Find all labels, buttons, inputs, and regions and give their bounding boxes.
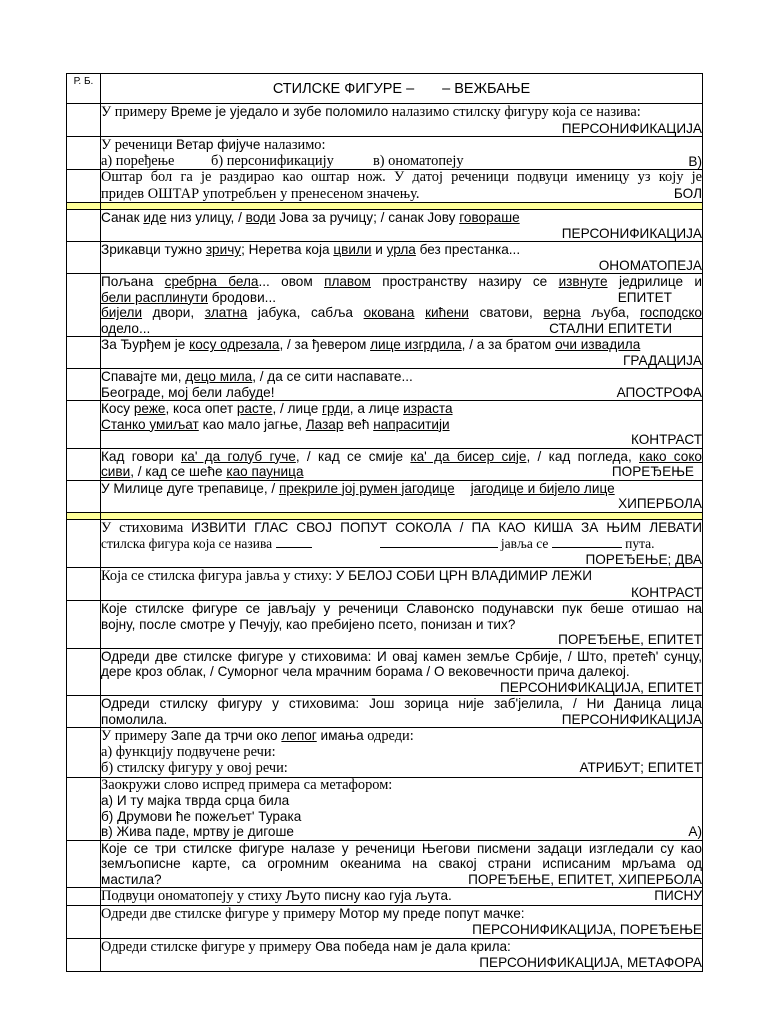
row-number-cell	[67, 480, 101, 512]
answer-text: ПЕРСОНИФИКАЦИЈА	[561, 711, 702, 727]
exercise-table	[66, 73, 703, 972]
row-number-cell	[67, 210, 101, 242]
exercise-row-6	[67, 274, 703, 337]
exercise-row-17	[67, 696, 703, 728]
question-text: Заокружи слово испред примера са метафором:	[101, 776, 393, 793]
example-line: Пољана сребрна бела... овом плавом пространству назиру се извнуте једрилице и	[101, 274, 703, 289]
question-prefix: У примеру	[101, 104, 171, 120]
options-line	[101, 154, 702, 170]
exercise-cell	[101, 137, 703, 170]
example-line: За Ђурђем је косу одрезала, / за ђевером лице изгрдила, / а за братом очи извадила	[101, 337, 641, 352]
question-line-2: помолила. ПЕРСОНИФИКАЦИЈА	[101, 711, 702, 727]
exercise-cell	[101, 210, 703, 242]
row-number-cell	[67, 337, 101, 369]
answer-text: ПЕРСОНИФИКАЦИЈА, ЕПИТЕТ	[499, 679, 702, 695]
question-text: Које се три стилске фигуре налазе у реченици Његови писмени задаци изгледали су као	[101, 840, 702, 856]
row-number-cell	[67, 274, 101, 337]
row-number-cell	[67, 601, 101, 649]
exercise-row-20	[67, 840, 703, 888]
exercise-cell	[101, 777, 703, 840]
exercise-cell	[101, 938, 703, 971]
example-text: Ветар фијуче	[176, 137, 261, 152]
exercise-cell	[101, 905, 703, 938]
exercise-cell	[101, 448, 703, 480]
question-text: У примеру Запе да трчи око лепог имања одреди:	[101, 728, 414, 744]
example-line: Санак иде низ улицу, / води Јова за ручицу; / санак Јову говораше	[101, 210, 520, 225]
example-line-4: одело... СТАЛНИ ЕПИТЕТИ	[101, 321, 702, 337]
exercise-row-16	[67, 648, 703, 696]
question-line-1: Одреди две стилске фигуре у стиховима: И овај камен земље Србије, / Што, претећ' сунцу,	[101, 648, 702, 664]
answer-text: АТРИБУТ; ЕПИТЕТ	[579, 760, 702, 775]
exercise-cell	[101, 480, 703, 512]
exercise-cell	[101, 568, 703, 601]
page-title	[101, 74, 703, 104]
answer-text: ПЕРСОНИФИКАЦИЈА, МЕТАФОРА	[479, 955, 702, 970]
answer-text: ПИСНУ	[654, 888, 702, 903]
exercise-cell	[101, 696, 703, 728]
exercise-row-15	[67, 601, 703, 649]
exercise-cell	[101, 242, 703, 274]
question-text: Одреди стилске фигуре у примеру Ова победа нам је дала крила:	[101, 938, 511, 955]
answer-text: ПОРЕЂЕЊЕ; ДВА	[585, 551, 702, 567]
option-c: в) ономатопеју	[373, 152, 464, 169]
question-line-2	[101, 186, 702, 203]
option-b: б) Друмови ће пожељет' Турака	[101, 808, 302, 824]
answer-text: БОЛ	[673, 185, 702, 201]
answer-text: КОНТРАСТ	[630, 432, 702, 447]
row-number-cell	[67, 137, 101, 170]
example-line: Спавајте ми, децо мила, / да се сити наспавате...	[101, 369, 413, 384]
row-number-cell	[67, 938, 101, 971]
question-line-2: дере кроз облак, / Суморног чела мрачним борама / О вековечности прича далекој.	[101, 664, 630, 679]
question-text	[101, 137, 702, 154]
question-text: Које стилске фигуре се јављају у реченици Славонско подунавски пук беше отишао на	[101, 601, 702, 616]
answer-text: ПОРЕЂЕЊЕ	[611, 464, 694, 479]
exercise-row-18	[67, 728, 703, 778]
example-line-2: бели расплинути бродови... ЕПИТЕТ	[101, 290, 702, 306]
question-line-1: Одреди стилску фигуру у стиховима: Још зорица није заб'јелила, / Ни Даница лица	[101, 696, 702, 711]
exercise-row-13	[67, 519, 703, 568]
question-line-2: земљописне карте, са огромним океанима на свакој страни исписаним мрљама од	[101, 856, 702, 871]
row-number-cell	[67, 696, 101, 728]
section-divider	[67, 203, 703, 210]
answer-text: ПОРЕЂЕЊЕ, ЕПИТЕТ, ХИПЕРБОЛА	[468, 871, 702, 887]
question-text: Одреди две стилске фигуре у примеру Мотор му преде попут мачке:	[101, 905, 525, 922]
table-header-row	[67, 74, 703, 104]
row-number-cell	[67, 905, 101, 938]
option-c-line: в) Жива паде, мртву је дигоше А)	[101, 824, 702, 839]
exercise-row-2	[67, 137, 703, 170]
row-number-cell	[67, 401, 101, 449]
option-a: а) И ту мајка тврда срца била	[101, 793, 290, 808]
question-line-1: Оштар бол га је раздирао као оштар нож. У датој реченици подвуци именицу уз коју је	[101, 169, 702, 185]
answer-text: ГРАДАЦИЈА	[622, 352, 702, 368]
example-line-2: сиви, / кад се шеће као пауница ПОРЕЂЕЊЕ	[101, 464, 702, 480]
question-text	[101, 104, 702, 121]
option-a: а) функцију подвучене речи:	[101, 743, 276, 760]
exercise-row-22	[67, 905, 703, 938]
exercise-cell	[101, 888, 703, 906]
row-number-cell	[67, 170, 101, 203]
row-number-cell	[67, 648, 101, 696]
exercise-cell	[101, 840, 703, 888]
exercise-cell	[101, 728, 703, 778]
exercise-row-8	[67, 337, 703, 369]
option-b-line: б) стилску фигуру у овој речи: АТРИБУТ; ЕПИТЕТ	[101, 760, 702, 776]
example-text: Време је уједало и зубе поломило	[170, 104, 389, 119]
question-text: Која се стилска фигура јавља у стиху: У БЕЛОЈ СОБИ ЦРН ВЛАДИМИР ЛЕЖИ	[101, 568, 592, 584]
row-number-cell	[67, 728, 101, 778]
exercise-cell	[101, 369, 703, 401]
exercise-row-1	[67, 104, 703, 137]
question-text: придев ОШТАР употребљен у пренесеном значењу.	[101, 185, 420, 202]
answer-text: СТАЛНИ ЕПИТЕТИ	[549, 320, 672, 336]
question-suffix: налазимо стилску фигуру која се назива:	[388, 104, 641, 120]
example-line-3: бијели двори, златна јабука, сабља окована кићени сватови, верна љуба, господско	[101, 305, 702, 320]
exercise-cell	[101, 401, 703, 449]
option-b: б) персонификацију	[211, 152, 334, 169]
example-line-2: Београде, мој бели лабуде! АПОСТРОФА	[101, 384, 702, 400]
row-number-cell	[67, 104, 101, 137]
question-line-2: војну, после смотре у Печују, као пребијено псето, понизан и тих?	[101, 616, 516, 632]
title-left: СТИЛСКЕ ФИГУРЕ –	[272, 80, 415, 97]
row-number-cell	[67, 888, 101, 906]
exercise-cell	[101, 648, 703, 696]
row-number-cell	[67, 840, 101, 888]
answer-text: ПЕРСОНИФИКАЦИЈА, ПОРЕЂЕЊЕ	[472, 922, 702, 937]
exercise-row-23	[67, 938, 703, 971]
example-line: У Милице дуге трепавице, / прекриле јој румен јагодице јагодице и бијело лице	[101, 480, 615, 496]
answer-text: ПОРЕЂЕЊЕ, ЕПИТЕТ	[558, 632, 702, 647]
row-number-header: Р. Б.	[67, 74, 101, 104]
example-line-2: Станко умиљат као мало јагње, Лазар већ напраситији	[101, 416, 450, 432]
exercise-row-4	[67, 210, 703, 242]
answer-text: КОНТРАСТ	[630, 584, 702, 600]
answer-text: ЕПИТЕТ	[617, 289, 672, 305]
answer-text: А)	[688, 824, 702, 839]
answer-text: ПЕРСОНИФИКАЦИЈА	[561, 225, 702, 241]
answer-text: В)	[688, 153, 702, 169]
exercise-row-21	[67, 888, 703, 906]
exercise-row-9	[67, 369, 703, 401]
title-right: – ВЕЖБАЊЕ	[442, 80, 531, 97]
exercise-row-3	[67, 170, 703, 203]
exercise-cell	[101, 601, 703, 649]
fill-in-line: стилска фигура која се назива јавља се пута.	[101, 536, 655, 551]
row-number-cell	[67, 242, 101, 274]
row-number-cell	[67, 568, 101, 601]
row-number-cell	[67, 519, 101, 568]
answer-text: ОНОМАТОПЕЈА	[598, 257, 702, 273]
question-suffix: налазимо:	[260, 137, 326, 153]
answer-text: АПОСТРОФА	[616, 384, 702, 400]
exercise-cell	[101, 519, 703, 568]
exercise-row-12	[67, 480, 703, 512]
example-line: Кад говори ка' да голуб гуче, / кад се смије ка' да бисер сије, / кад погледа, како соко	[101, 448, 702, 464]
question-text: У стиховима ИЗВИТИ ГЛАС СВОЈ ПОПУТ СОКОЛА / ПА КАО КИША ЗА ЊИМ ЛЕВАТИ	[101, 519, 702, 536]
row-number-cell	[67, 777, 101, 840]
exercise-cell	[101, 104, 703, 137]
question-line-3: мастила? ПОРЕЂЕЊЕ, ЕПИТЕТ, ХИПЕРБОЛА	[101, 871, 702, 887]
exercise-row-10	[67, 401, 703, 449]
exercise-row-19	[67, 777, 703, 840]
question-line: Подвуци ономатопеју у стиху Љуто писну као гуја љута. ПИСНУ	[101, 888, 702, 904]
exercise-row-11	[67, 448, 703, 480]
option-a: а) поређење	[101, 152, 175, 169]
exercise-cell	[101, 337, 703, 369]
row-number-cell	[67, 448, 101, 480]
question-prefix: У реченици	[101, 137, 177, 153]
exercise-row-5	[67, 242, 703, 274]
row-number-cell	[67, 369, 101, 401]
answer-text: ХИПЕРБОЛА	[618, 496, 702, 511]
answer-text: ПЕРСОНИФИКАЦИЈА	[561, 120, 702, 136]
example-line: Зрикавци тужно зричу; Неретва која цвили и урла без престанка...	[101, 242, 521, 257]
section-divider	[67, 512, 703, 519]
exercise-cell	[101, 170, 703, 203]
example-line: Косу реже, коса опет расте, / лице грди, а лице израста	[101, 401, 453, 416]
exercise-row-14	[67, 568, 703, 601]
exercise-cell	[101, 274, 703, 337]
